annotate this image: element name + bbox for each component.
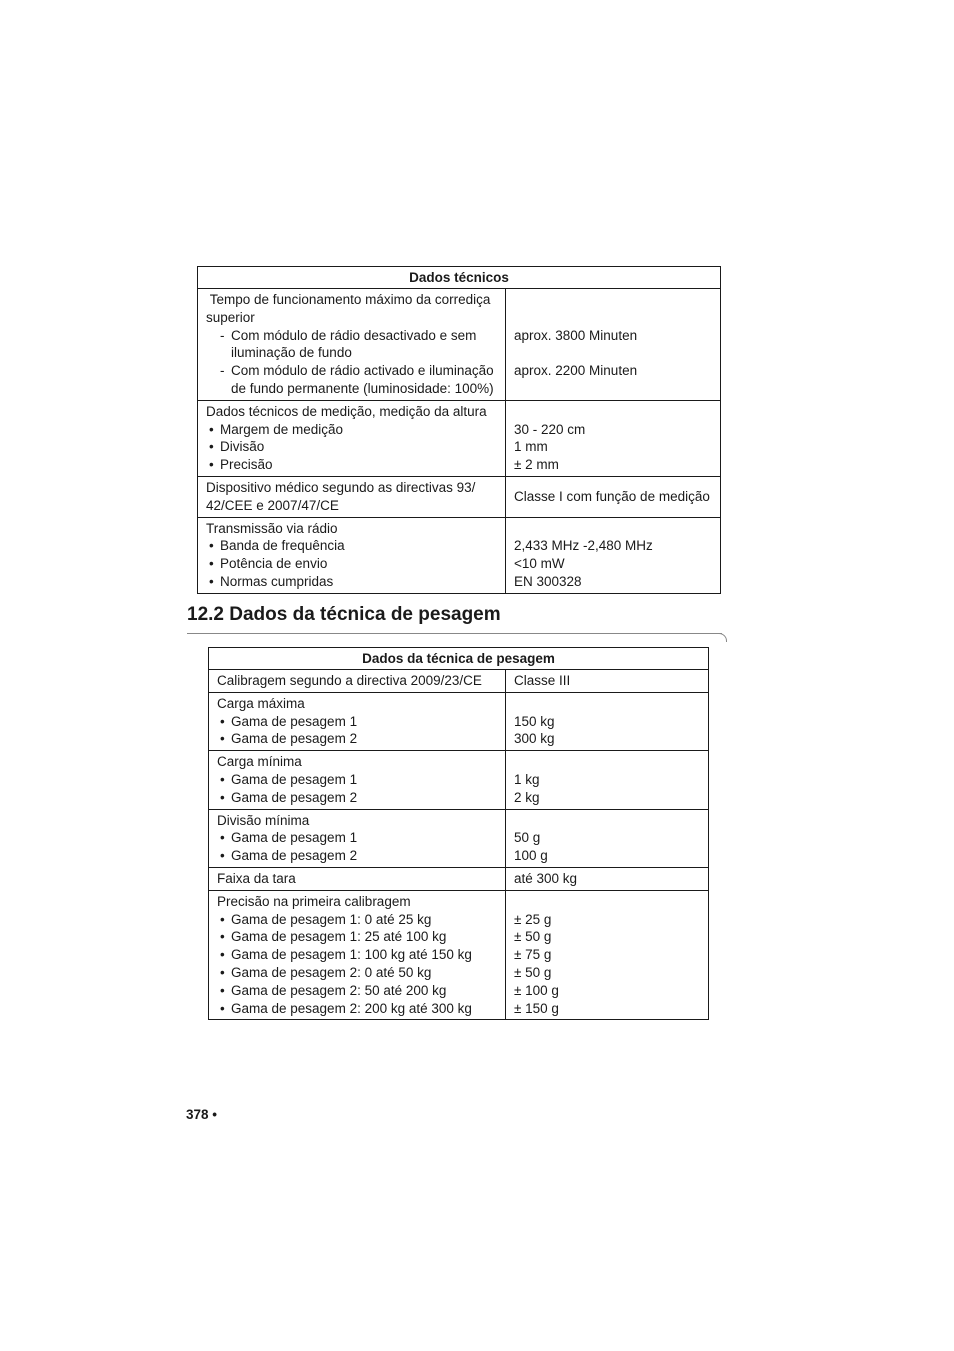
section-rule xyxy=(187,633,722,634)
row-label-cell xyxy=(198,476,506,517)
bullet-item: • Margem de medição xyxy=(206,421,503,439)
value: <10 mW xyxy=(514,556,565,572)
bullet-item: • Gama de pesagem 2 xyxy=(217,730,503,748)
value: até 300 kg xyxy=(514,870,578,886)
row-label-cell xyxy=(209,867,506,890)
bullet-item: • Gama de pesagem 2 xyxy=(217,847,503,865)
value: EN 300328 xyxy=(514,573,582,589)
table-row xyxy=(209,867,709,890)
value: ± 150 g xyxy=(514,1000,559,1016)
row-value-cell xyxy=(506,809,709,867)
row-label-cell xyxy=(198,517,506,593)
dash-item: - Com módulo de rádio activado e iluminação de fundo permanente (luminosidade: 100%) xyxy=(206,362,503,398)
row-label-cell xyxy=(209,751,506,809)
table-header: Dados técnicos xyxy=(198,267,721,289)
row-title: Dados técnicos de medição, medição da altura xyxy=(206,403,487,419)
row-value-cell xyxy=(506,867,709,890)
dash-item: - Com módulo de rádio desactivado e sem iluminação de fundo xyxy=(206,327,503,363)
bullet-item: • Divisão xyxy=(206,438,503,456)
value: ± 2 mm xyxy=(514,457,559,473)
section-heading: 12.2 Dados da técnica de pesagem xyxy=(187,604,501,625)
row-label-cell xyxy=(209,692,506,750)
table-row xyxy=(209,809,709,867)
bullet-item: • Gama de pesagem 2 xyxy=(217,789,503,807)
row-title: Precisão na primeira calibragem xyxy=(217,893,411,909)
section-rule-curve xyxy=(716,633,727,642)
row-value-cell xyxy=(506,751,709,809)
bullet-item: • Gama de pesagem 1 xyxy=(217,771,503,789)
bullet-item: • Gama de pesagem 1: 100 kg até 150 kg xyxy=(217,946,503,964)
row-label-cell xyxy=(198,289,506,401)
table-header: Dados da técnica de pesagem xyxy=(209,648,709,670)
row-value-cell xyxy=(506,670,709,693)
weighing-data-table xyxy=(208,647,709,1020)
value: 300 kg xyxy=(514,731,555,747)
value: 2,433 MHz -2,480 MHz xyxy=(514,538,653,554)
table-row xyxy=(209,890,709,1020)
table-row xyxy=(209,670,709,693)
row-label-cell xyxy=(209,809,506,867)
value: ± 25 g xyxy=(514,911,552,927)
bullet-item: • Gama de pesagem 1 xyxy=(217,829,503,847)
bullet-item: • Gama de pesagem 2: 0 até 50 kg xyxy=(217,964,503,982)
table-header-row xyxy=(198,267,721,289)
table-row xyxy=(198,400,721,476)
row-title: Faixa da tara xyxy=(217,870,296,886)
value: 50 g xyxy=(514,830,541,846)
value: Classe III xyxy=(514,673,571,688)
value: ± 75 g xyxy=(514,947,552,963)
table-row xyxy=(198,517,721,593)
row-value-cell xyxy=(506,517,721,593)
row-title: Tempo de funcionamento máximo da corrediça superior xyxy=(206,292,495,325)
bullet-item: • Normas cumpridas xyxy=(206,573,503,591)
row-title: Calibragem segundo a directiva 2009/23/CE xyxy=(217,673,482,688)
bullet-item: • Gama de pesagem 1: 0 até 25 kg xyxy=(217,911,503,929)
table-row xyxy=(198,289,721,401)
bullet-item: • Gama de pesagem 2: 200 kg até 300 kg xyxy=(217,1000,503,1018)
table-header-row xyxy=(209,648,709,670)
table-row xyxy=(209,692,709,750)
value: aprox. 3800 Minuten xyxy=(514,327,638,343)
table-row xyxy=(198,476,721,517)
bullet-item: • Gama de pesagem 1 xyxy=(217,713,503,731)
row-value-cell xyxy=(506,476,721,517)
value: 30 - 220 cm xyxy=(514,421,586,437)
row-title: Transmissão via rádio xyxy=(206,520,338,536)
row-label-cell xyxy=(209,890,506,1020)
row-value-cell xyxy=(506,890,709,1020)
value: 150 kg xyxy=(514,713,555,729)
row-value-cell xyxy=(506,289,721,401)
table-row xyxy=(209,751,709,809)
page-number: 378 • xyxy=(186,1107,218,1122)
bullet-item: • Banda de frequência xyxy=(206,537,503,555)
value: 2 kg xyxy=(514,789,540,805)
value: aprox. 2200 Minuten xyxy=(514,363,638,379)
row-label-cell xyxy=(198,400,506,476)
value: 1 kg xyxy=(514,771,540,787)
row-title: Carga mínima xyxy=(217,754,302,770)
technical-data-table xyxy=(197,266,721,594)
value: ± 50 g xyxy=(514,929,552,945)
value: 1 mm xyxy=(514,439,548,455)
bullet-item: • Gama de pesagem 2: 50 até 200 kg xyxy=(217,982,503,1000)
row-value-cell xyxy=(506,692,709,750)
value: ± 50 g xyxy=(514,964,552,980)
value: Classe I com função de medição xyxy=(514,488,710,504)
row-label-cell xyxy=(209,670,506,693)
value: ± 100 g xyxy=(514,982,559,998)
row-title: Divisão mínima xyxy=(217,812,310,828)
value: 100 g xyxy=(514,848,548,864)
bullet-item: • Potência de envio xyxy=(206,555,503,573)
row-title: Carga máxima xyxy=(217,695,305,711)
bullet-item: • Gama de pesagem 1: 25 até 100 kg xyxy=(217,928,503,946)
row-title: Dispositivo médico segundo as directivas 93/ 42/CEE e 2007/47/CE xyxy=(206,479,476,513)
row-value-cell xyxy=(506,400,721,476)
bullet-item: • Precisão xyxy=(206,456,503,474)
